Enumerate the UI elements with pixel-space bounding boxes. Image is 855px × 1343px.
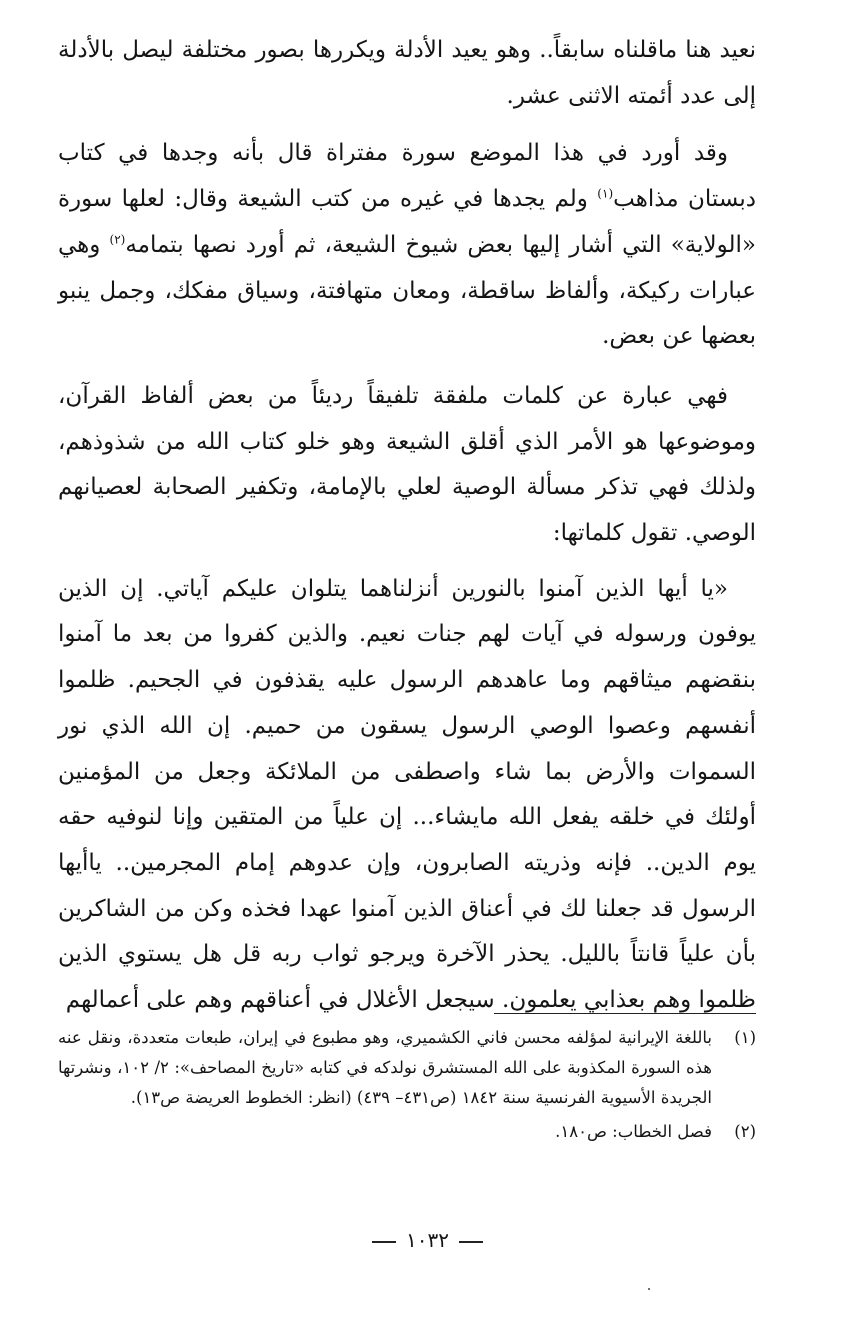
footnote-ref-1: (١) <box>597 186 614 201</box>
footnote-number: (١) <box>734 1028 756 1047</box>
page-number: ١٠٣٢ <box>406 1228 449 1252</box>
footnote-ref-2: (٢) <box>109 232 126 247</box>
dash-left <box>459 1241 483 1243</box>
paragraph-description: فهي عبارة عن كلمات ملفقة تلفيقاً رديئاً من بعض ألفاظ القرآن، وموضوعها هو الأمر الذي أقلق الشيعة وهو خلو كتاب الله من شذوذهم، ولذلك فهي تذكر مسألة الوصية لعلي بالإمامة، وتكفير الصحابة لعصيانهم الوصي. تقول كلماتها: <box>58 382 756 547</box>
footnote-text: فصل الخطاب: ص١٨٠. <box>555 1122 712 1141</box>
footnotes <box>58 1023 756 1151</box>
footnote-number: (٢) <box>734 1122 756 1141</box>
footnote-1 <box>58 1023 756 1113</box>
footnote-text: باللغة الإيرانية لمؤلفه محسن فاني الكشميري، وهو مطبوع في إيران، طبعات متعددة، ونقل عنه هذه السورة المكذوبة على الله المستشرق نولدكه في كتابه «تاريخ المصاحف»: ٢/ ١٠٢، ونشرتها الجريدة الأسيوية الفرنسية سنة ١٨٤٢ (ص٤٣١– ٤٣٩) (انظر: الخطوط العريضة ص١٣). <box>58 1028 713 1107</box>
page-body <box>58 28 756 1024</box>
dash-right <box>372 1241 396 1243</box>
scan-speck <box>648 1288 650 1290</box>
paragraph-text-b: ولم يجدها في غيره من كتب الشيعة وقال: لعلها سورة «الولاية» التي أشار إليها بعض شيوخ الشيعة، ثم أورد نصها بتمامه <box>58 186 757 258</box>
footnote-separator <box>494 1013 756 1014</box>
paragraph-text-c: وهي عبارات ركيكة، وألفاظ ساقطة، ومعان متهافتة، وسياق مفكك، وجمل ينبو بعضها عن بعض. <box>58 231 756 350</box>
paragraph-quotation: «يا أيها الذين آمنوا بالنورين أنزلناهما يتلوان عليكم آياتي. إن الذين يوفون ورسوله في آيات لهم جنات نعيم. والذين كفروا من بعد ما آمنوا بنقضهم ميثاقهم وما عاهدهم الرسول عليه يقذفون في الجحيم. ظلموا أنفسهم وعصوا الوصي الرسول يسقون من حميم. إن الله الذي نور السموات والأرض بما شاء واصطفى من الملائكة وجعل من المؤمنين أولئك في خلقه يفعل الله مايشاء... إن علياً من المتقين وإنا لنوفيه حقه يوم الدين.. فإنه وذريته الصابرون، وإن عدوهم إمام المجرمين.. ياأيها الرسول قد جعلنا لك في أعناق الذين آمنوا عهدا فخذه وكن من الشاكرين بأن علياً قانتاً بالليل. يحذر الآخرة ويرجو ثواب ربه قل هل يستوي الذين ظلموا وهم بعذابي يعلمون. سيجعل الأغلال في أعناقهم وهم على أعمالهم <box>58 575 756 1014</box>
page-number-footer <box>0 1228 855 1252</box>
footnote-2 <box>58 1117 756 1147</box>
paragraph-text-a: وقد أورد في هذا الموضع سورة مفتراة قال بأنه وجدها في كتاب دبستان مذاهب <box>58 140 756 213</box>
paragraph-fabricated-surah <box>58 131 756 360</box>
paragraph-intro: نعيد هنا ماقلناه سابقاً.. وهو يعيد الأدلة ويكررها بصور مختلفة ليصل بالأدلة إلى عدد أئمته الاثنى عشر. <box>58 37 756 109</box>
